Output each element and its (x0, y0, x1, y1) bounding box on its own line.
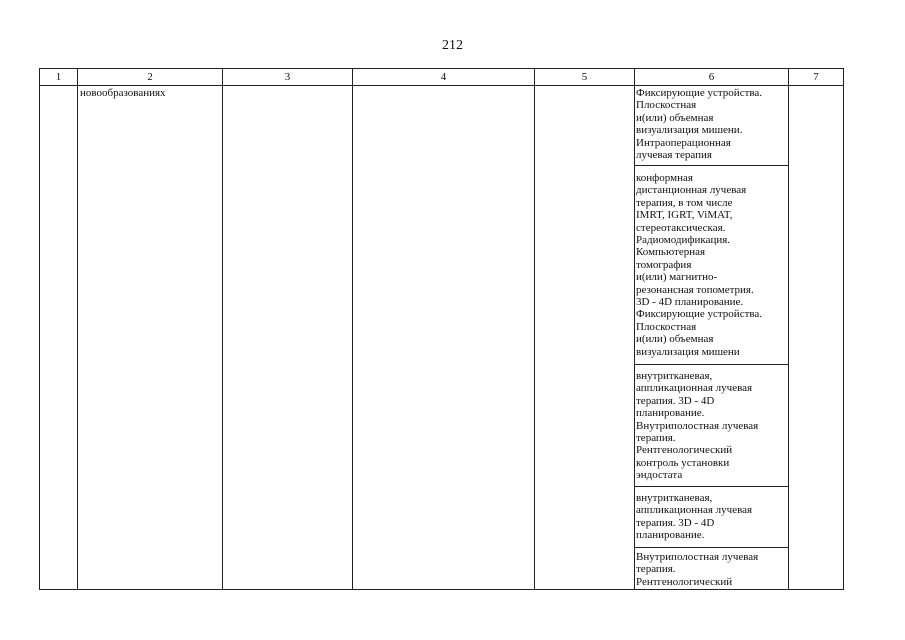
col6-row-divider (634, 364, 789, 365)
column-divider (77, 68, 78, 590)
column-header-7: 7 (813, 71, 819, 83)
col6-cell-text: конформная дистанционная лучевая терапия, в том числе IMRT, IGRT, ViMAT, стереотаксическая. Радиомодификация. Компьютерная томография и(или) магнитно- резонансная топометрия. 3D - 4D планирование. Фиксирующие устройства. Плоскостная и(или) объемная визуализация мишени (636, 172, 763, 358)
table-border-right (843, 68, 844, 590)
column-header-3: 3 (284, 71, 291, 83)
table-border-bottom (39, 589, 844, 590)
col6-row-divider (634, 547, 789, 548)
col6-cell-text: внутритканевая, аппликационная лучевая терапия. 3D - 4D планирование. (636, 492, 753, 542)
column-header-4: 4 (440, 71, 447, 83)
column-header-1: 1 (55, 71, 62, 83)
column-divider (534, 68, 535, 590)
col2-cell-text: новообразованиях (80, 87, 166, 99)
column-header-6: 6 (708, 71, 715, 83)
col6-cell-text: Фиксирующие устройства. Плоскостная и(или) объемная визуализация мишени. Интраоперационная лучевая терапия (636, 87, 763, 162)
page-number: 212 (442, 38, 463, 53)
header-divider (39, 85, 844, 86)
column-divider (352, 68, 353, 590)
column-header-5: 5 (581, 71, 588, 83)
col6-cell-text: внутритканевая, аппликационная лучевая терапия. 3D - 4D планирование. Внутриполостная лучевая терапия. Рентгенологический контроль установки эндостата (636, 370, 759, 482)
col6-row-divider (634, 486, 789, 487)
col6-cell-text: Внутриполостная лучевая терапия. Рентгенологический (636, 551, 759, 588)
col6-row-divider (634, 165, 789, 166)
column-divider (788, 68, 789, 590)
column-divider (634, 68, 635, 590)
document-table (39, 68, 844, 590)
column-header-2: 2 (147, 71, 153, 83)
table-border-left (39, 68, 40, 590)
column-divider (222, 68, 223, 590)
